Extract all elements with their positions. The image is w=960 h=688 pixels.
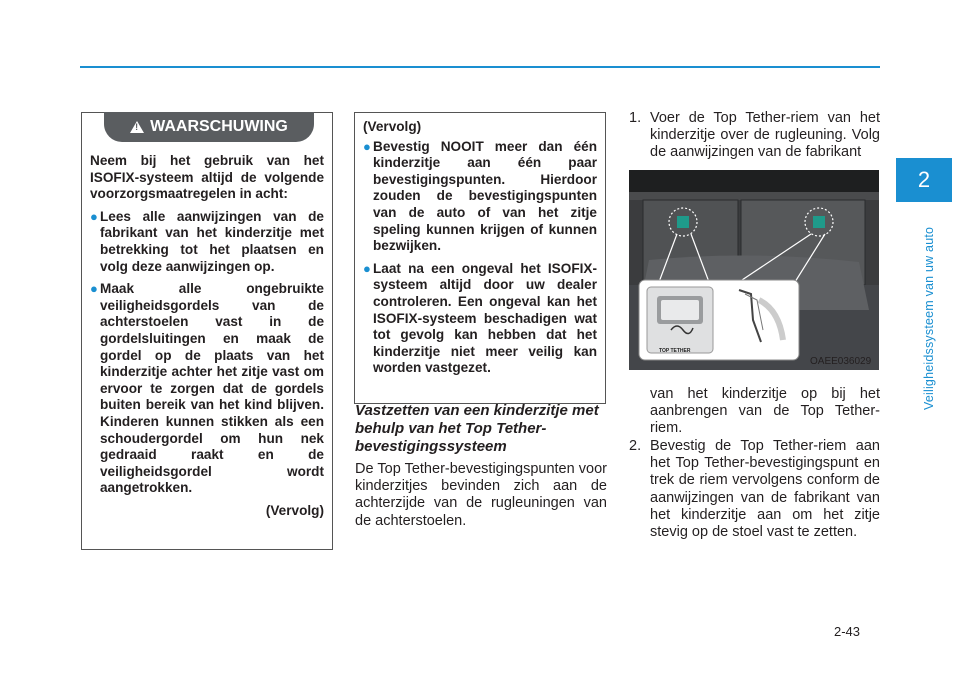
step-text: Voer de Top Tether-riem van het kinderzitje over de rugleuning. Volg de aanwijzingen van de fabrikant	[650, 110, 880, 161]
continued-bullet	[363, 139, 597, 255]
step-text: Bevestig de Top Tether-riem aan het Top Tether-bevestigingspunt en trek de riem vervolgens conform de aanwijzingen van de fabrikant van het kinderzitje aan om het zitje stevig op de stoel vast te zetten.	[650, 438, 880, 541]
bullet-dot-icon: ●	[363, 138, 371, 154]
continued-bullet-text: Bevestig NOOIT meer dan één kinderzitje aan één paar bevestigingspunten. Hierdoor zouden de bevestigingspunten van de auto of van het zitje speling kunnen krijgen of kunnen bezwijken.	[373, 138, 597, 254]
warning-bullet	[90, 209, 324, 275]
chapter-title-text: Veiligheidssysteem van uw auto	[922, 226, 936, 410]
continued-label: (Vervolg)	[363, 119, 422, 134]
warning-bullet-text: Maak alle ongebruikte veiligheidsgordels van de achterstoelen vast in de gordelsluitingen en maak de gordel op de plaats van het kinderzitje achter het zitje vast om ervoor te zorgen dat de gordels buiten bereik van het kind blijven. Kinderen kunnen stikken als een schoudergordel om hun nek gedraaid raakt en de veiligheidsgordel wordt aangetrokken.	[100, 281, 324, 496]
trunk-illustration	[629, 170, 879, 370]
warning-triangle-icon	[130, 121, 144, 133]
warning-header-label: WAARSCHUWING	[150, 118, 288, 135]
continued-body	[363, 119, 597, 383]
step-number: 1.	[629, 110, 642, 126]
inset-label: TOP TETHER	[659, 348, 691, 354]
chapter-number-tab: 2	[896, 158, 952, 202]
warning-continued: (Vervolg)	[265, 502, 324, 518]
warning-intro: Neem bij het gebruik van het ISOFIX-systeem altijd de volgende voorzorgsmaatregelen in acht:	[90, 153, 324, 202]
continued-bullet	[363, 261, 597, 377]
continued-warning-box	[354, 112, 606, 404]
warning-box	[81, 112, 333, 550]
warning-header	[104, 112, 314, 142]
trunk-figure	[629, 170, 879, 370]
page-number: 2-43	[834, 624, 861, 639]
step-1	[629, 110, 880, 162]
warning-bullet	[90, 281, 324, 497]
bullet-dot-icon: ●	[90, 208, 98, 224]
section-heading: Vastzetten van een kinderzitje met behulp van het Top Tether-bevestigingssysteem	[355, 402, 599, 455]
continued-bullet-text: Laat na een ongeval het ISOFIX-systeem altijd door uw dealer controleren. Een ongeval kan het ISOFIX-systeem beschadigen wat tot gevolg kan hebben dat het kinderzitje niet meer veilig kan worden vastgezet.	[373, 260, 597, 376]
bullet-dot-icon: ●	[363, 260, 371, 276]
warning-body	[90, 153, 324, 519]
top-rule	[80, 66, 880, 68]
step-2	[629, 438, 880, 541]
section-body: De Top Tether-bevestigingspunten voor kinderzitjes bevinden zich aan de achterzijde van de rugleuningen van de achterstoelen.	[355, 461, 607, 529]
chapter-title-vertical	[924, 212, 942, 412]
bullet-dot-icon: ●	[90, 281, 98, 297]
step-text: van het kinderzitje op bij het aanbrengen van de Top Tether-riem.	[650, 386, 880, 437]
step-1-continued	[650, 386, 880, 438]
step-number: 2.	[629, 438, 642, 454]
figure-code: OAEE036029	[810, 356, 872, 367]
warning-bullet-text: Lees alle aanwijzingen van de fabrikant van het kinderzitje met betrekking tot het plaatsen en volg deze aanwijzingen op.	[100, 208, 324, 274]
